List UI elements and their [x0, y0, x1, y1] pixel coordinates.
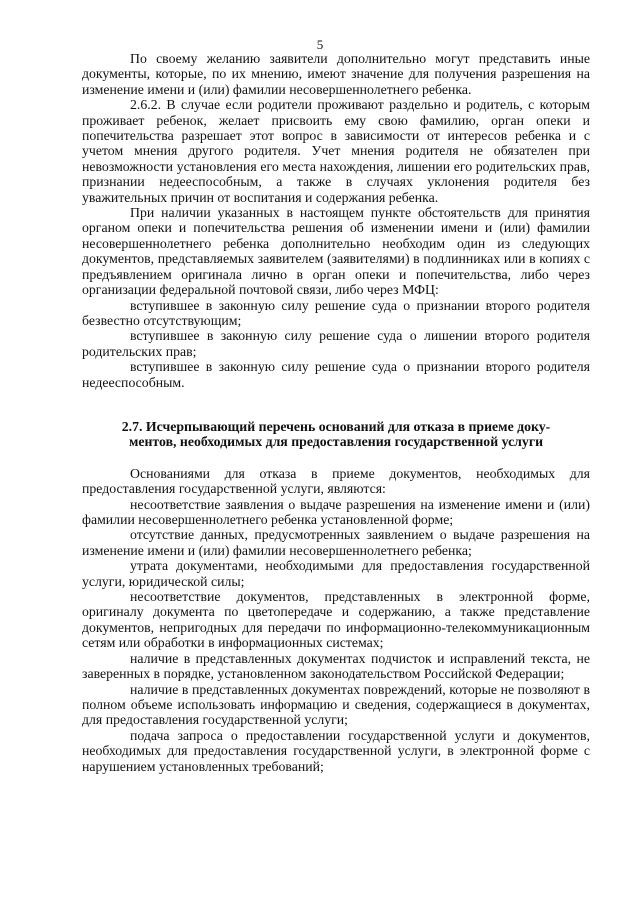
list-item: вступившее в законную силу решение суда о лишении второго родителя родительских прав;	[82, 328, 590, 359]
list-item: несоответствие документов, представленных в электронной форме, оригиналу документа по цветопередаче и содержанию, а также представление документов, непригодных для передачи по информационно-телекоммуникационным сетям или обработки в информационных системах;	[82, 589, 590, 651]
list-item: наличие в представленных документах повреждений, которые не позволяют в полном объеме использовать информацию и сведения, содержащиеся в документах, для предоставления государственной услуги;	[82, 681, 590, 728]
paragraph: По своему желанию заявители дополнительно могут представить иные документы, которые, по их мнению, имеют значение для получения разрешения на изменение имени и (или) фамилии несовершеннолетнего ребенка.	[82, 51, 590, 97]
list-item: вступившее в законную силу решение суда о признании второго родителя безвестно отсутствующим;	[82, 297, 590, 328]
paragraph: Основаниями для отказа в приеме документов, необходимых для предоставления государственной услуги, являются:	[82, 465, 590, 497]
list-item: отсутствие данных, предусмотренных заявлением о выдаче разрешения на изменение имени и (или) фамилии несовершеннолетнего ребенка;	[82, 527, 590, 558]
list-item: вступившее в законную силу решение суда о признании второго родителя недееспособным.	[82, 359, 590, 390]
spacer	[82, 450, 590, 466]
paragraph: При наличии указанных в настоящем пункте обстоятельств для принятия органом опеки и попечительства решения об изменении имени и (или) фамилии несовершеннолетнего ребенка дополнительно необходим один из следующих документов, представляемых заявителем (заявителями) в подлинниках или в копиях с предъявлением оригинала лично в орган опеки и попечительства, либо через организации федеральной почтовой связи, либо через МФЦ:	[82, 205, 590, 298]
paragraph: 2.6.2. В случае если родители проживают раздельно и родитель, с которым проживает ребенок, желает присвоить ему свою фамилию, орган опеки и попечительства разрешает этот вопрос в зависимости от интересов ребенка и с учетом мнения другого родителя. Учет мнения родителя не обязателен при невозможности установления его места нахождения, лишении его родительских прав, признании недееспособным, а также в случаях уклонения родителя без уважительных причин от воспитания и содержания ребенка.	[82, 97, 590, 205]
text-block-section-2-7	[82, 419, 590, 774]
text-block-requirements	[82, 51, 590, 390]
list-item: несоответствие заявления о выдаче разрешения на изменение имени и (или) фамилии несовершеннолетнего ребенка установленной форме;	[82, 496, 590, 528]
page-number: 5	[316, 37, 324, 52]
section-heading	[82, 419, 590, 450]
list-item: подача запроса о предоставлении государственной услуги и документов, необходимых для предоставления государственной услуги, в электронной форме с нарушением установленных требований;	[82, 727, 590, 774]
list-item: утрата документами, необходимыми для предоставления государственной услуги, юридической силы;	[82, 558, 590, 589]
section-heading-line: 2.7. Исчерпывающий перечень оснований для отказа в приеме доку-	[121, 419, 551, 434]
section-heading-line: ментов, необходимых для предоставления государственной услуги	[128, 434, 544, 450]
list-item: наличие в представленных документах подчисток и исправлений текста, не заверенных в порядке, установленном законодательством Российской Федерации;	[82, 650, 590, 682]
